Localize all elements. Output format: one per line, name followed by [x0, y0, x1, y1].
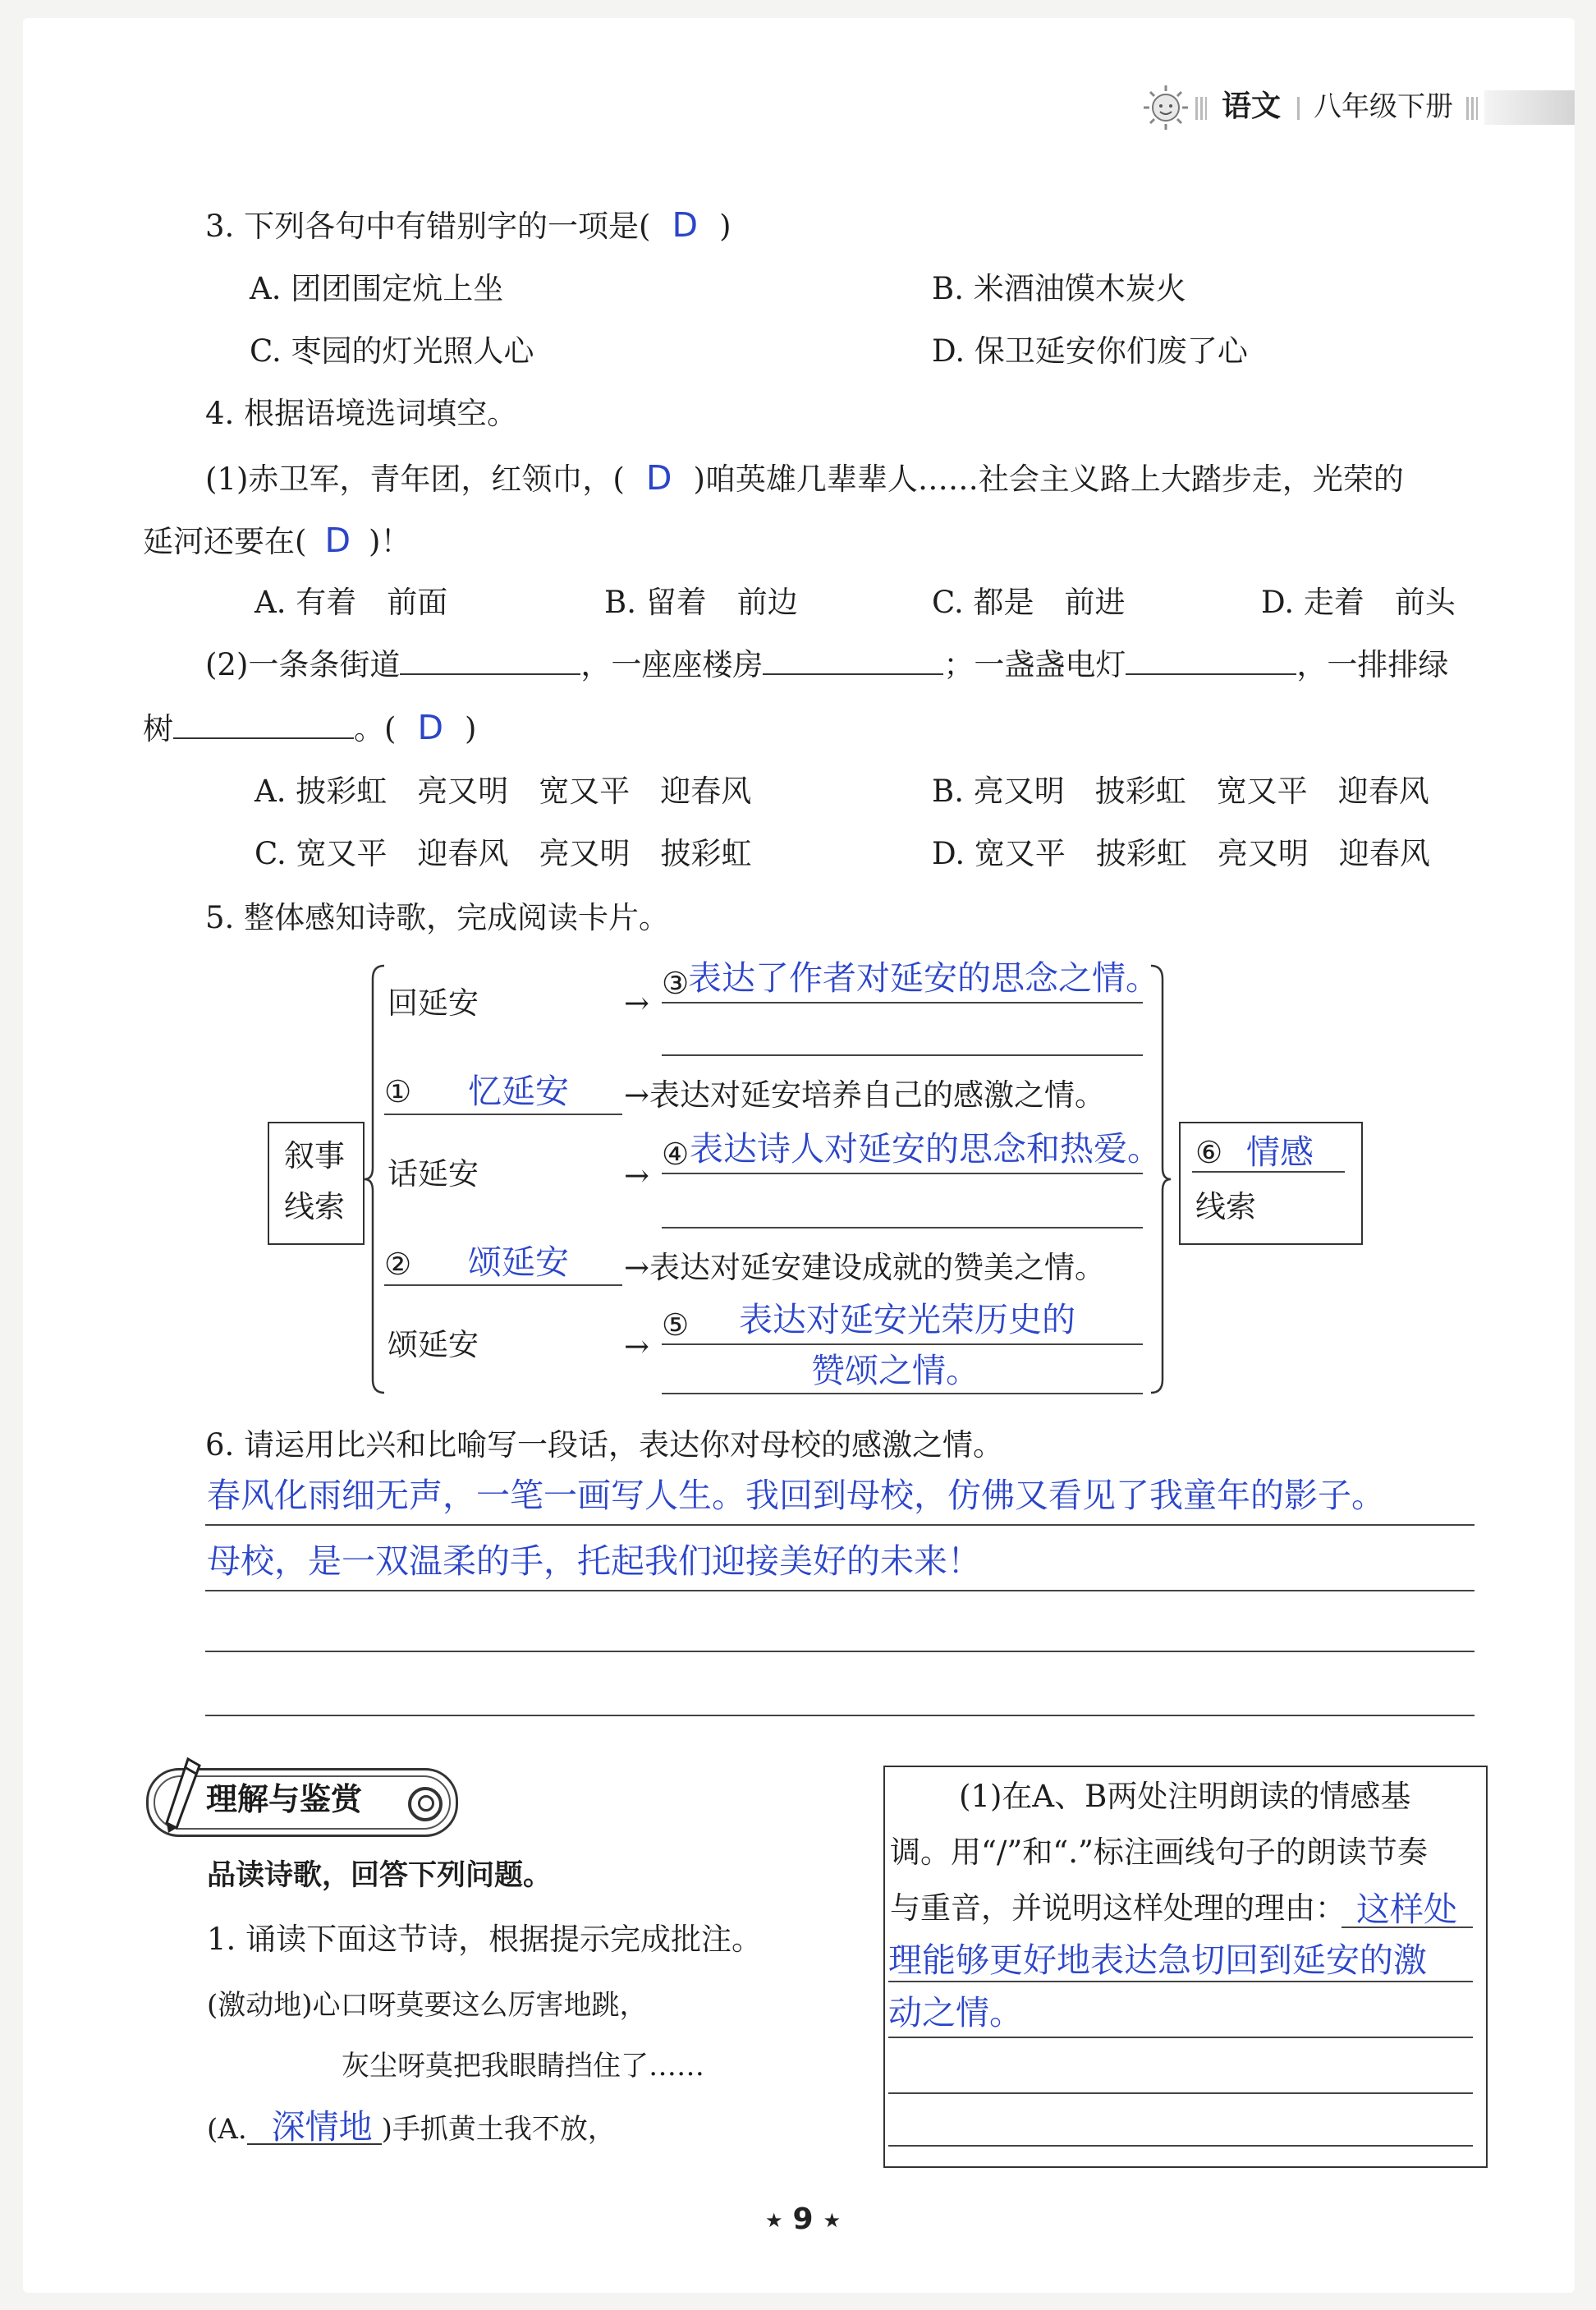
q4-part1-line2: 延河还要在( D )！ — [143, 521, 411, 560]
row2-num: ① — [384, 1074, 412, 1109]
section-title: 理解与鉴赏 — [206, 1781, 363, 1817]
q6-answer-line2: 母校，是一双温柔的手，托起我们迎接美好的未来！ — [207, 1541, 981, 1581]
row-return-yanan-label: 回延安 — [388, 985, 479, 1021]
emotion-clue-box: ⑥ 情感 线索 — [1179, 1122, 1363, 1245]
row-talk-yanan-label: 话延安 — [388, 1156, 479, 1192]
box-answer: 情感 — [1246, 1132, 1314, 1172]
q3-option-b: B. 米酒油馍木炭火 — [932, 271, 1186, 306]
row2-text: →表达对延安培养自己的感激之情。 — [624, 1077, 1106, 1113]
blank[interactable] — [173, 713, 354, 739]
q4-part1-answer1: D — [645, 458, 672, 498]
right-brace — [1148, 962, 1172, 1398]
left-brace — [363, 962, 388, 1398]
arrow-icon: → — [624, 1329, 650, 1364]
box-answer-line2: 理能够更好地表达急切回到延安的激 — [888, 1940, 1427, 1980]
annotation-a-answer: 深情地 — [247, 2110, 382, 2145]
narrative-clue-box: 叙事 线索 — [268, 1122, 365, 1245]
row2-answer: 忆延安 — [468, 1072, 569, 1111]
box-answer-line1: 这样处 — [1356, 1890, 1457, 1929]
row4-answer: 颂延安 — [468, 1242, 569, 1282]
q4-part1-option-d: D. 走着 前头 — [1261, 585, 1456, 620]
blank[interactable] — [1126, 649, 1296, 675]
question-box: (1)在A、B两处注明朗读的情感基 调。用“/”和“.”标注画线句子的朗读节奏 与重音，并说明这样处理的理由： 这样处 理能够更好地表达急切回到延安的激 动之情。 — [883, 1766, 1488, 2168]
row1-answer: 表达了作者对延安的思念之情。 — [688, 958, 1159, 998]
q3-option-c: C. 枣园的灯光照人心 — [250, 333, 534, 369]
page-header — [1140, 90, 1575, 125]
q6-answer-line1: 春风化雨细无声，一笔一画写人生。我回到母校，仿佛又看见了我童年的影子。 — [207, 1476, 1385, 1515]
q3-option-a: A. 团团围定炕上坐 — [250, 271, 504, 306]
arrow-icon: → — [624, 1077, 650, 1113]
pencil-icon — [160, 1756, 204, 1835]
poem-line1: (激动地)心口呀莫要这么厉害地跳， — [207, 1989, 648, 2022]
q4-part1-line1: (1)赤卫军，青年团，红领巾，( D )咱英雄几辈辈人……社会主义路上大踏步走，光荣的 — [205, 458, 1404, 498]
box-answer-line3: 动之情。 — [888, 1993, 1023, 2032]
grade-label: 八年级下册 — [1314, 90, 1453, 123]
row4-num: ② — [384, 1247, 412, 1282]
arrow-icon: → — [624, 1158, 650, 1193]
blank[interactable] — [400, 649, 580, 675]
section-badge — [146, 1768, 458, 1837]
q3-option-d: D. 保卫延安你们废了心 — [932, 333, 1248, 369]
row1-num: ③ — [662, 966, 690, 1001]
star-icon: ★ — [765, 2209, 783, 2232]
row3-answer: 表达诗人对延安的思念和热爱。 — [690, 1129, 1161, 1169]
q4-part2-line1: (2)一条条街道 ，一座座楼房 ；一盏盏电灯 ，一排排绿 — [205, 647, 1449, 682]
blank[interactable] — [763, 649, 943, 675]
poem-line3: (A. 深情地 )手抓黄土我不放， — [207, 2107, 616, 2147]
q4-stem: 4. 根据语境选词填空。 — [205, 396, 518, 431]
subject-label: 语文 — [1222, 90, 1282, 123]
sun-logo-icon — [1140, 84, 1192, 131]
q4-part2-option-b: B. 亮又明 披彩虹 宽又平 迎春风 — [932, 774, 1429, 809]
q4-part1-option-c: C. 都是 前进 — [932, 585, 1126, 620]
section-q1-stem: 1. 诵读下面这节诗，根据提示完成批注。 — [207, 1922, 763, 1957]
q4-part1-answer2: D — [324, 521, 351, 560]
q4-part1-option-b: B. 留着 前边 — [604, 585, 798, 620]
row5-answer-line2: 赞颂之情。 — [811, 1351, 979, 1390]
star-icon: ★ — [823, 2209, 842, 2232]
q3-stem: 3. 下列各句中有错别字的一项是( D ) — [205, 205, 732, 245]
q4-part2-answer: D — [417, 708, 444, 747]
poem-line2: 灰尘呀莫把我眼睛挡住了…… — [342, 2050, 704, 2083]
q4-part2-option-a: A. 披彩虹 亮又明 宽又平 迎春风 — [255, 774, 752, 809]
q4-part2-line2: 树 。( D ) — [143, 708, 477, 747]
q4-part2-option-d: D. 宽又平 披彩虹 亮又明 迎春风 — [932, 836, 1430, 871]
row4-text: →表达对延安建设成就的赞美之情。 — [624, 1250, 1106, 1285]
q4-part1-option-a: A. 有着 前面 — [255, 585, 448, 620]
arrow-icon: → — [624, 1250, 650, 1285]
page-number: ★ 9 ★ — [765, 2202, 842, 2236]
row3-num: ④ — [662, 1137, 690, 1172]
arrow-icon: → — [624, 985, 650, 1021]
row5-num: ⑤ — [662, 1307, 690, 1343]
q3-answer: D — [672, 205, 699, 245]
row-praise-yanan-label: 颂延安 — [388, 1327, 479, 1362]
q6-stem: 6. 请运用比兴和比喻写一段话，表达你对母校的感激之情。 — [205, 1427, 1004, 1463]
q4-part2-option-c: C. 宽又平 迎春风 亮又明 披彩虹 — [255, 836, 752, 871]
q5-stem: 5. 整体感知诗歌，完成阅读卡片。 — [205, 900, 670, 935]
row5-answer-line1: 表达对延安光荣历史的 — [739, 1300, 1075, 1339]
section-intro: 品读诗歌，回答下列问题。 — [207, 1859, 553, 1892]
